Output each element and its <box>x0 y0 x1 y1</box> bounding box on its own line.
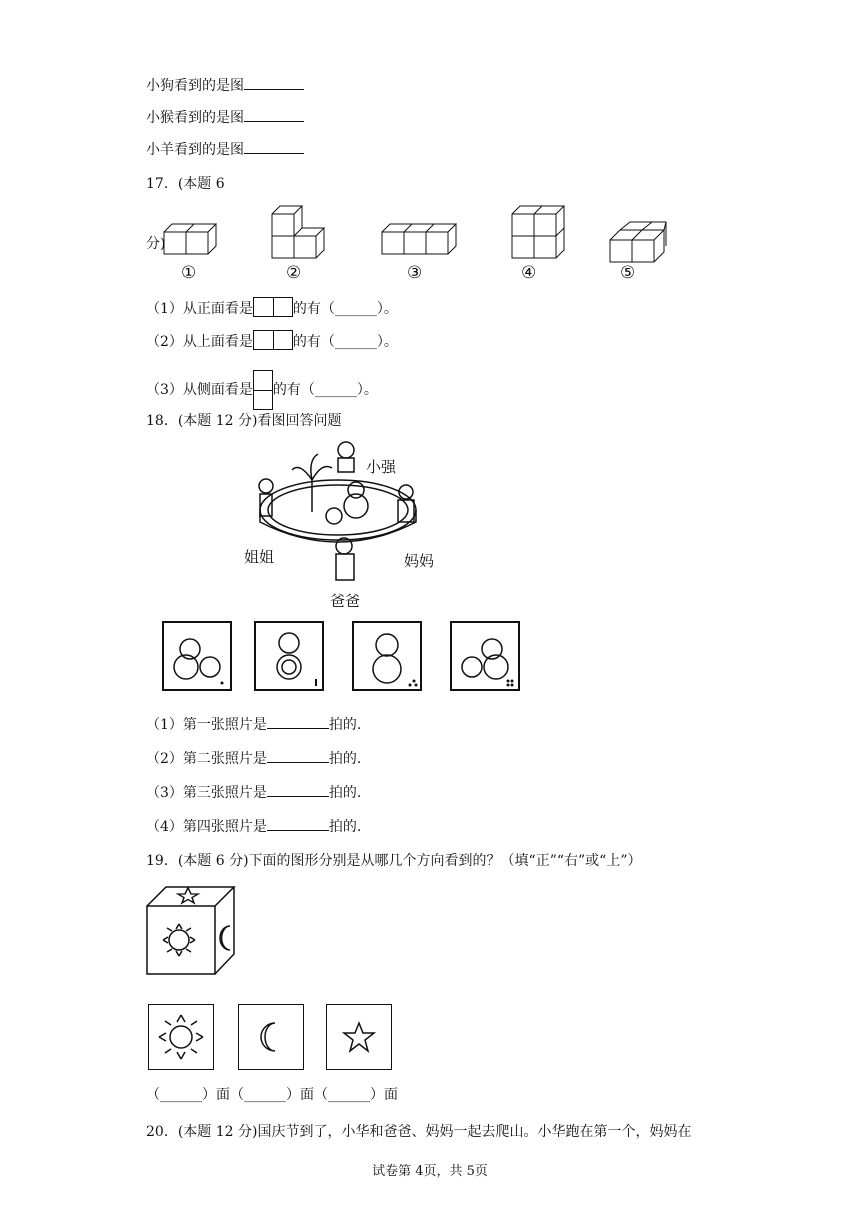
figure-label-4: ④ <box>521 263 537 283</box>
bear-photo-icon <box>354 623 420 689</box>
q19-heading: 19．(本题 6 分)下面的图形分别是从哪几个方向看到的？（填“正”“右”或“上”） <box>146 853 642 869</box>
q18-item-1: （1）第一张照片是 拍的. <box>146 714 361 735</box>
q18-item-4: （4）第四张照片是 拍的. <box>146 816 361 837</box>
person-label-bottom: 爸爸 <box>330 592 361 610</box>
answer-blank[interactable] <box>267 816 329 831</box>
answer-blank[interactable] <box>244 107 304 122</box>
figure-label-1: ① <box>181 263 197 283</box>
sun-moon-star-cube <box>146 886 236 976</box>
page-footer: 试卷第 4页，共 5页 <box>372 1164 488 1179</box>
star-icon <box>327 1005 391 1069</box>
q18-item-2: （2）第二张照片是 拍的. <box>146 748 361 769</box>
answer-blank[interactable] <box>244 139 304 154</box>
q18-heading: 18．(本题 12 分)看图回答问题 <box>146 413 342 429</box>
answer-line-sheep: 小羊看到的是图 <box>146 139 304 160</box>
answer-blank[interactable] <box>244 75 304 90</box>
cube-figure-3 <box>378 222 460 262</box>
stacked-square-view-icon <box>253 370 273 410</box>
person-label-top: 小强 <box>366 458 397 476</box>
answer-blank[interactable] <box>267 714 329 729</box>
bear-photo-icon <box>452 623 518 689</box>
q17-item-3: （3）从侧面看是 的有（______）。 <box>146 370 378 410</box>
bear-photo-icon <box>164 623 230 689</box>
q17-heading: 17．(本题 6 <box>146 176 225 192</box>
cube-figure-2 <box>268 204 328 264</box>
figure-label-5: ⑤ <box>620 263 636 283</box>
q17-item-1: （1）从正面看是 的有（______）。 <box>146 299 398 319</box>
answer-line-dog: 小狗看到的是图 <box>146 75 304 96</box>
photo-2 <box>254 621 324 691</box>
view-box-sun <box>148 1004 214 1070</box>
cube-figure-1 <box>160 222 220 262</box>
two-square-view-icon <box>253 330 293 350</box>
view-box-moon <box>238 1004 304 1070</box>
moon-icon <box>239 1005 303 1069</box>
view-box-star <box>326 1004 392 1070</box>
photo-4 <box>450 621 520 691</box>
answer-blank[interactable] <box>267 748 329 763</box>
answer-blank[interactable] <box>267 782 329 797</box>
answer-line-monkey: 小猴看到的是图 <box>146 107 304 128</box>
q18-item-3: （3）第三张照片是 拍的. <box>146 782 361 803</box>
q17-item-2: （2）从上面看是 的有（______）。 <box>146 332 398 352</box>
sun-icon <box>149 1005 213 1069</box>
q19-answer-line: （______）面（______）面（______）面 <box>146 1087 398 1103</box>
bear-photo-icon <box>256 623 322 689</box>
cube-figure-4 <box>508 204 568 264</box>
figure-label-2: ② <box>286 263 302 283</box>
photo-1 <box>162 621 232 691</box>
person-label-right: 妈妈 <box>404 552 435 570</box>
photo-3 <box>352 621 422 691</box>
two-square-view-icon <box>253 297 293 317</box>
person-label-left: 姐姐 <box>244 548 275 566</box>
q20-heading: 20．(本题 12 分)国庆节到了，小华和爸爸、妈妈一起去爬山。小华跑在第一个，妈妈在 <box>146 1124 692 1140</box>
figure-label-3: ③ <box>407 263 423 283</box>
q17-heading-cont: 分) <box>146 236 166 252</box>
bear-table-scene <box>240 440 440 610</box>
cube-figure-5 <box>606 220 672 264</box>
